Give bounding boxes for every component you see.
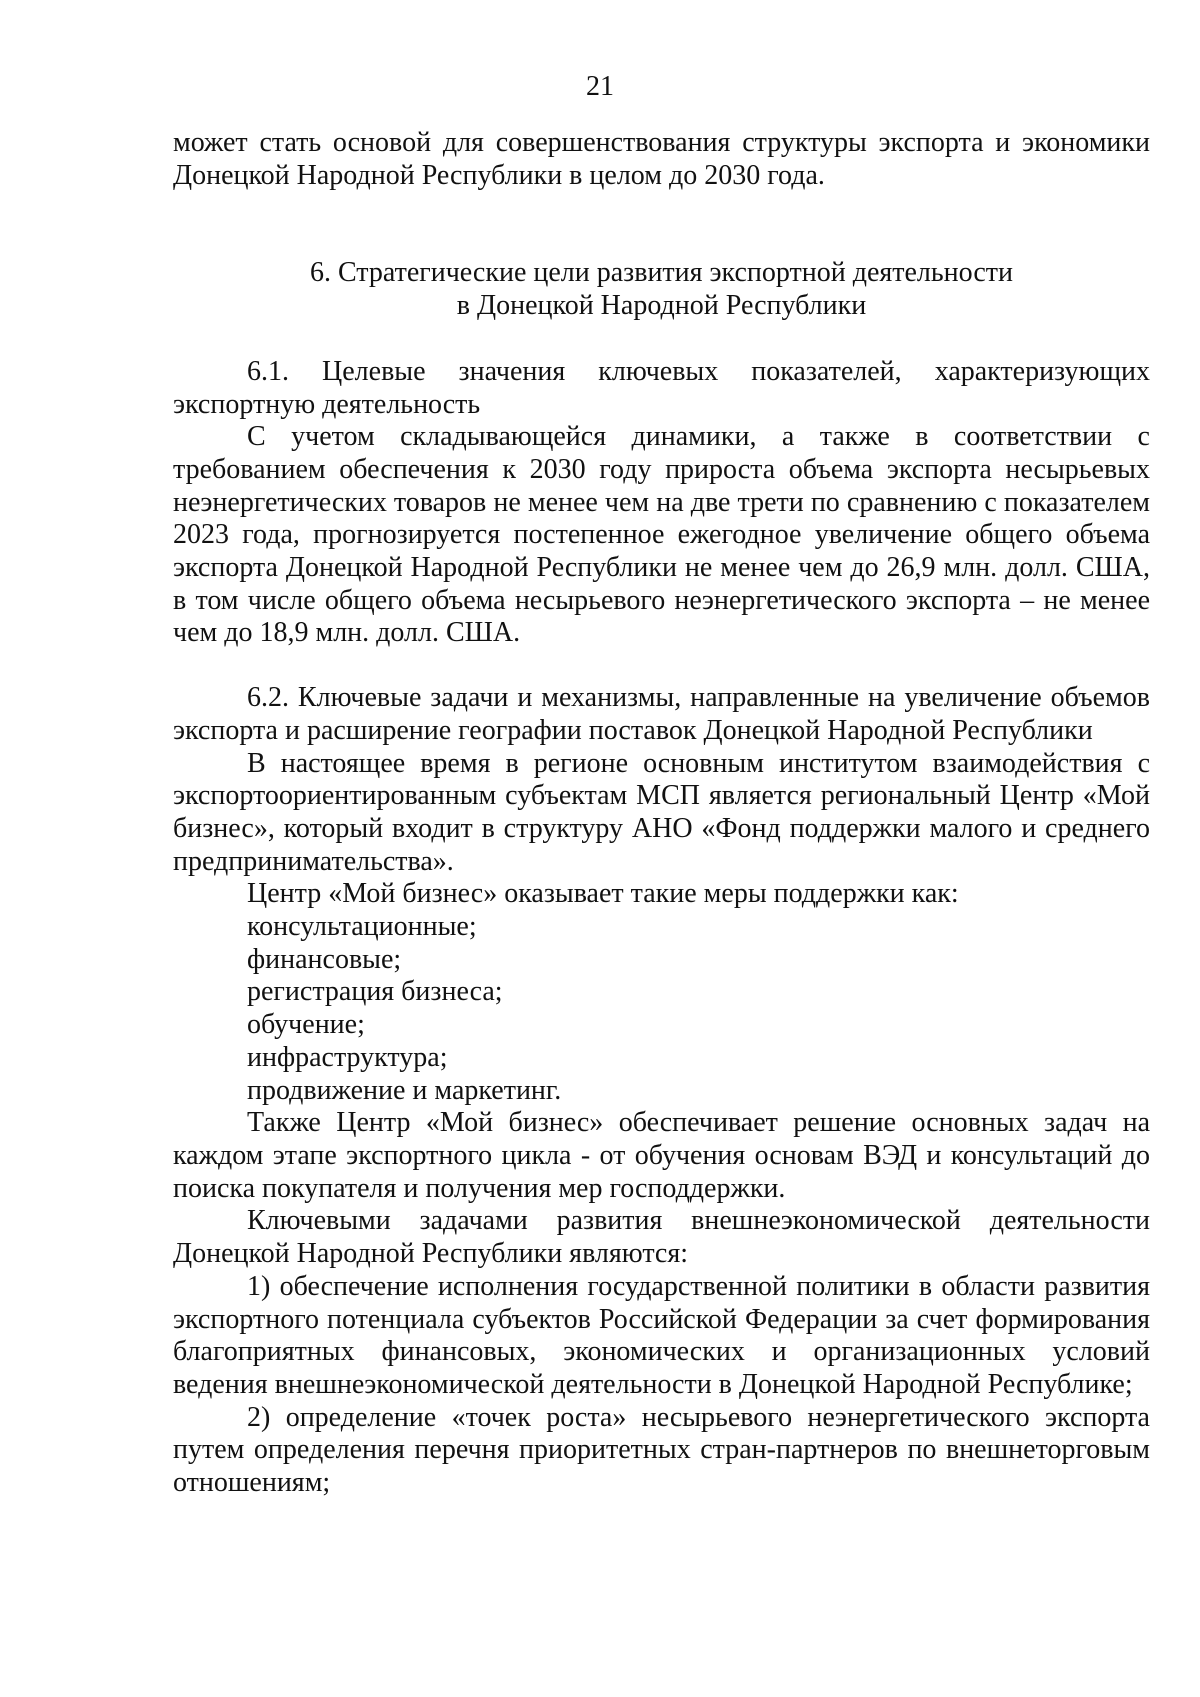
section-heading-line-2: в Донецкой Народной Республики	[456, 290, 867, 322]
support-measure-item: обучение;	[247, 1009, 365, 1041]
task-item-1: 1) обеспечение исполнения государственной политики в области развития экспортного потенциала субъектов Российской Федерации за счет формирования благоприятных финансовых, экономических и организационных условий ведения внешнеэкономической деятельности в Донецкой Народной Республике;	[173, 1270, 1150, 1400]
support-measure-item: финансовые;	[247, 943, 402, 975]
section-heading	[173, 257, 1150, 322]
support-measure-item: продвижение и маркетинг.	[247, 1074, 562, 1106]
subsection-6-2-paragraph-2: Также Центр «Мой бизнес» обеспечивает решение основных задач на каждом этапе экспортного цикла - от обучения основам ВЭД и консультаций до поиска покупателя и получения мер господдержки.	[173, 1107, 1150, 1204]
support-measure-item: консультационные;	[247, 911, 477, 943]
document-body	[173, 127, 1150, 1500]
subsection-6-2-title: 6.2. Ключевые задачи и механизмы, направленные на увеличение объемов экспорта и расширение географии поставок Донецкой Народной Республики	[173, 682, 1150, 746]
intro-paragraph: может стать основой для совершенствования структуры экспорта и экономики Донецкой Народной Республики в целом до 2030 года.	[173, 127, 1150, 191]
subsection-6-1-title: 6.1. Целевые значения ключевых показателей, характеризующих экспортную деятельность	[173, 355, 1150, 420]
support-measures-intro: Центр «Мой бизнес» оказывает такие меры поддержки как:	[247, 878, 959, 910]
section-heading-line-1: 6. Стратегические цели развития экспортной деятельности	[310, 257, 1013, 289]
support-measure-item: инфраструктура;	[247, 1041, 448, 1073]
page-number: 21	[586, 71, 614, 102]
subsection-6-2-paragraph-3: Ключевыми задачами развития внешнеэкономической деятельности Донецкой Народной Республики являются:	[173, 1205, 1150, 1270]
subsection-6-2-paragraph-1: В настоящее время в регионе основным институтом взаимодействия с экспортоориентированным субъектам МСП является региональный Центр «Мой бизнес», который входит в структуру АНО «Фонд поддержки малого и среднего предпринимательства».	[173, 747, 1150, 877]
paragraph-gap	[173, 650, 1150, 682]
task-item-2: 2) определение «точек роста» несырьевого неэнергетического экспорта путем определения перечня приоритетных стран-партнеров по внешнеторговым отношениям;	[173, 1401, 1150, 1499]
subsection-6-1-paragraph: С учетом складывающейся динамики, а также в соответствии с требованием обеспечения к 2030 году прироста объема экспорта несырьевых неэнергетических товаров не менее чем на две трети по сравнению с показателем 2023 года, прогнозируется постепенное ежегодное увеличение общего объема экспорта Донецкой Народной Республики не менее чем до 26,9 млн. долл. США, в том числе общего объема несырьевого неэнергетического экспорта – не менее чем до 18,9 млн. долл. США.	[173, 421, 1150, 649]
support-measure-item: регистрация бизнеса;	[247, 976, 503, 1008]
